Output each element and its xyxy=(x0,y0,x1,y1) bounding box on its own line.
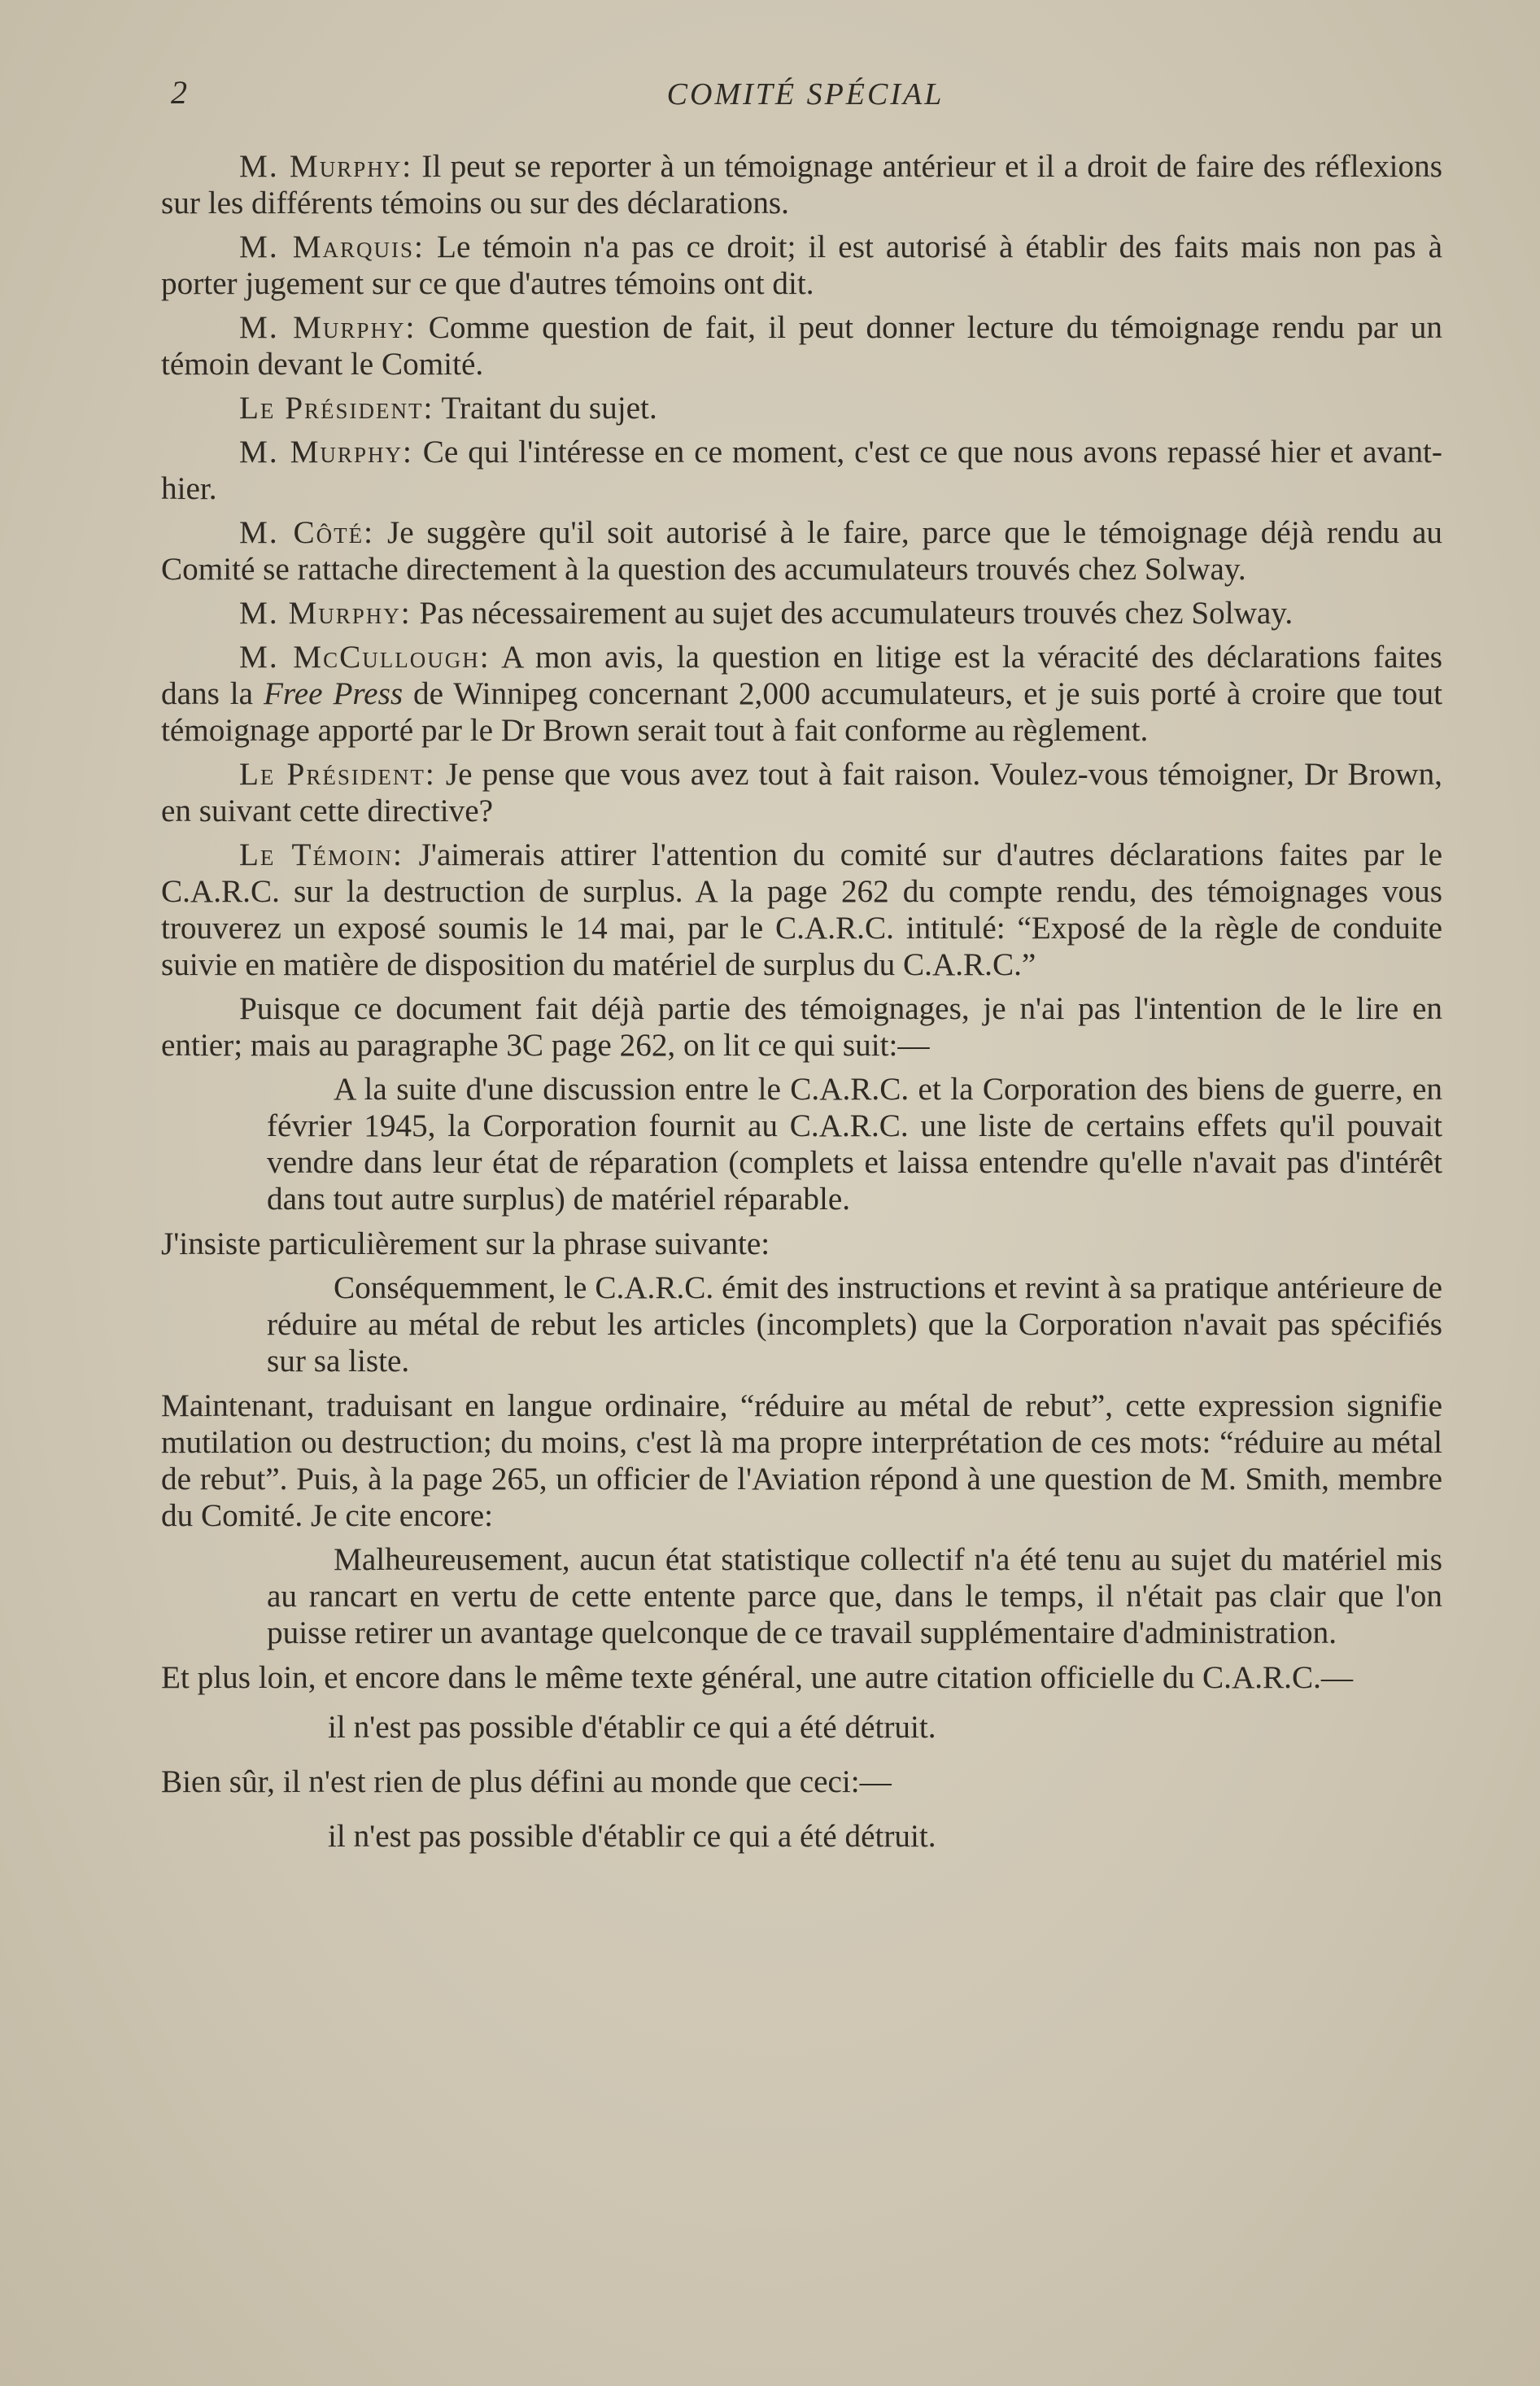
page-header xyxy=(171,73,1440,130)
paragraph-text: Le témoin n'a pas ce droit; il est autorisé à établir des faits mais non pas à porter jugement sur ce que d'autres témoins ont dit. xyxy=(161,229,1442,301)
paragraph-text: Je suggère qu'il soit autorisé à le faire, parce que le témoignage déjà rendu au Comité se rattache directement à la question des accumulateurs trouvés chez Solway. xyxy=(161,515,1442,587)
paragraph-text: A mon avis, la question en litige est la véracité des déclarations faites dans la xyxy=(161,640,1443,711)
speaker-name: Le Témoin: xyxy=(239,837,404,872)
paragraph-text: Traitant du sujet. xyxy=(434,391,657,426)
paragraph-murphy-4 xyxy=(161,595,1442,631)
block-quote-4: il n'est pas possible d'établir ce qui a été détruit. xyxy=(328,1710,936,1745)
paragraph-maintenant: Maintenant, traduisant en langue ordinaire, “réduire au métal de rebut”, cette expression signifie mutilation ou destruction; du moins, c'est là ma propre interprétation de ces mots: “réduire au métal de rebut”. Puis, à la page 265, un officier de l'Aviation répond à une question de M. Smith, membre du Comité. Je cite encore: xyxy=(161,1388,1442,1533)
speaker-name: M. Murphy: xyxy=(239,596,412,631)
block-quote-3: Malheureusement, aucun état statistique collectif n'a été tenu au sujet du matériel mis au rancart en vertu de cette entente parce que, dans le temps, il n'était pas clair que l'on puisse retirer un avantage quelconque de ce travail supplémentaire d'administration. xyxy=(267,1542,1442,1650)
speaker-name: M. Marquis: xyxy=(239,229,425,264)
speaker-name: M. Murphy: xyxy=(239,149,413,184)
paragraph-murphy-2 xyxy=(161,309,1442,382)
paragraph-text: Il peut se reporter à un témoignage antérieur et il a droit de faire des réflexions sur les différents témoins ou sur des déclarations. xyxy=(161,149,1442,221)
paragraph-text: Je pense que vous avez tout à fait raison. Voulez-vous témoigner, Dr Brown, en suivant cette directive? xyxy=(161,757,1442,828)
document-body xyxy=(161,148,1442,1873)
speaker-name: M. Murphy: xyxy=(239,310,417,345)
newspaper-title: Free Press xyxy=(263,676,404,711)
paragraph-text: Ce qui l'intéresse en ce moment, c'est ce que nous avons repassé hier et avant-hier. xyxy=(161,435,1442,506)
paragraph-text: Puisque ce document fait déjà partie des témoignages, je n'ai pas l'intention de le lire en entier; mais au paragraphe 3C page 262, on lit ce qui suit:— xyxy=(161,991,1442,1063)
paragraph-text: Comme question de fait, il peut donner lecture du témoignage rendu par un témoin devant le Comité. xyxy=(161,310,1442,382)
block-quote-5: il n'est pas possible d'établir ce qui a été détruit. xyxy=(328,1819,936,1854)
paragraph-text: Pas nécessairement au sujet des accumulateurs trouvés chez Solway. xyxy=(411,596,1294,631)
page-number: 2 xyxy=(171,74,187,111)
block-quote-2: Conséquemment, le C.A.R.C. émit des instructions et revint à sa pratique antérieure de réduire au métal de rebut les articles (incomplets) que la Corporation n'avait pas spécifiés sur sa liste. xyxy=(267,1270,1442,1379)
paragraph-murphy-3 xyxy=(161,434,1442,507)
block-quote-1: A la suite d'une discussion entre le C.A.R.C. et la Corporation des biens de guerre, en février 1945, la Corporation fournit au C.A.R.C. une liste de certains effets qu'il pouvait vendre dans leur état de réparation (complets et laissa entendre qu'elle n'avait pas d'intérêt dans tout autre surplus) de matériel réparable. xyxy=(267,1072,1442,1217)
paragraph-text: de Winnipeg concernant 2,000 accumulateurs, et je suis porté à croire que tout témoignage apporté par le Dr Brown serait tout à fait conforme au règlement. xyxy=(161,676,1442,748)
paragraph-president-2 xyxy=(161,756,1442,829)
paragraph-bien-sur: Bien sûr, il n'est rien de plus défini au monde que ceci:— xyxy=(161,1764,892,1799)
paragraph-marquis xyxy=(161,229,1442,302)
paragraph-et-plus-loin: Et plus loin, et encore dans le même texte général, une autre citation officielle du C.A.R.C.— xyxy=(161,1660,1354,1695)
paragraph-insiste: J'insiste particulièrement sur la phrase suivante: xyxy=(161,1226,770,1261)
paragraph-cote xyxy=(161,514,1442,588)
paragraph-mccullough xyxy=(161,639,1442,749)
paragraph-temoin xyxy=(161,837,1442,983)
running-title: COMITÉ SPÉCIAL xyxy=(666,77,945,111)
paragraph-puisque xyxy=(161,990,1442,1064)
speaker-name: M. Murphy: xyxy=(239,435,413,470)
paragraph-president-1 xyxy=(161,390,1442,426)
speaker-name: Le Président: xyxy=(239,757,436,792)
paragraph-murphy-1 xyxy=(161,148,1442,221)
speaker-name: M. Côté: xyxy=(239,515,375,550)
speaker-name: M. McCullough: xyxy=(239,640,491,675)
paragraph-text: J'aimerais attirer l'attention du comité sur d'autres déclarations faites par le C.A.R.C. sur la destruction de surplus. A la page 262 du compte rendu, des témoignages vous trouverez un exposé soumis le 14 mai, par le C.A.R.C. intitulé: “Exposé de la règle de conduite suivie en matière de disposition du matériel de surplus du C.A.R.C.” xyxy=(161,837,1442,982)
speaker-name: Le Président: xyxy=(239,391,434,426)
